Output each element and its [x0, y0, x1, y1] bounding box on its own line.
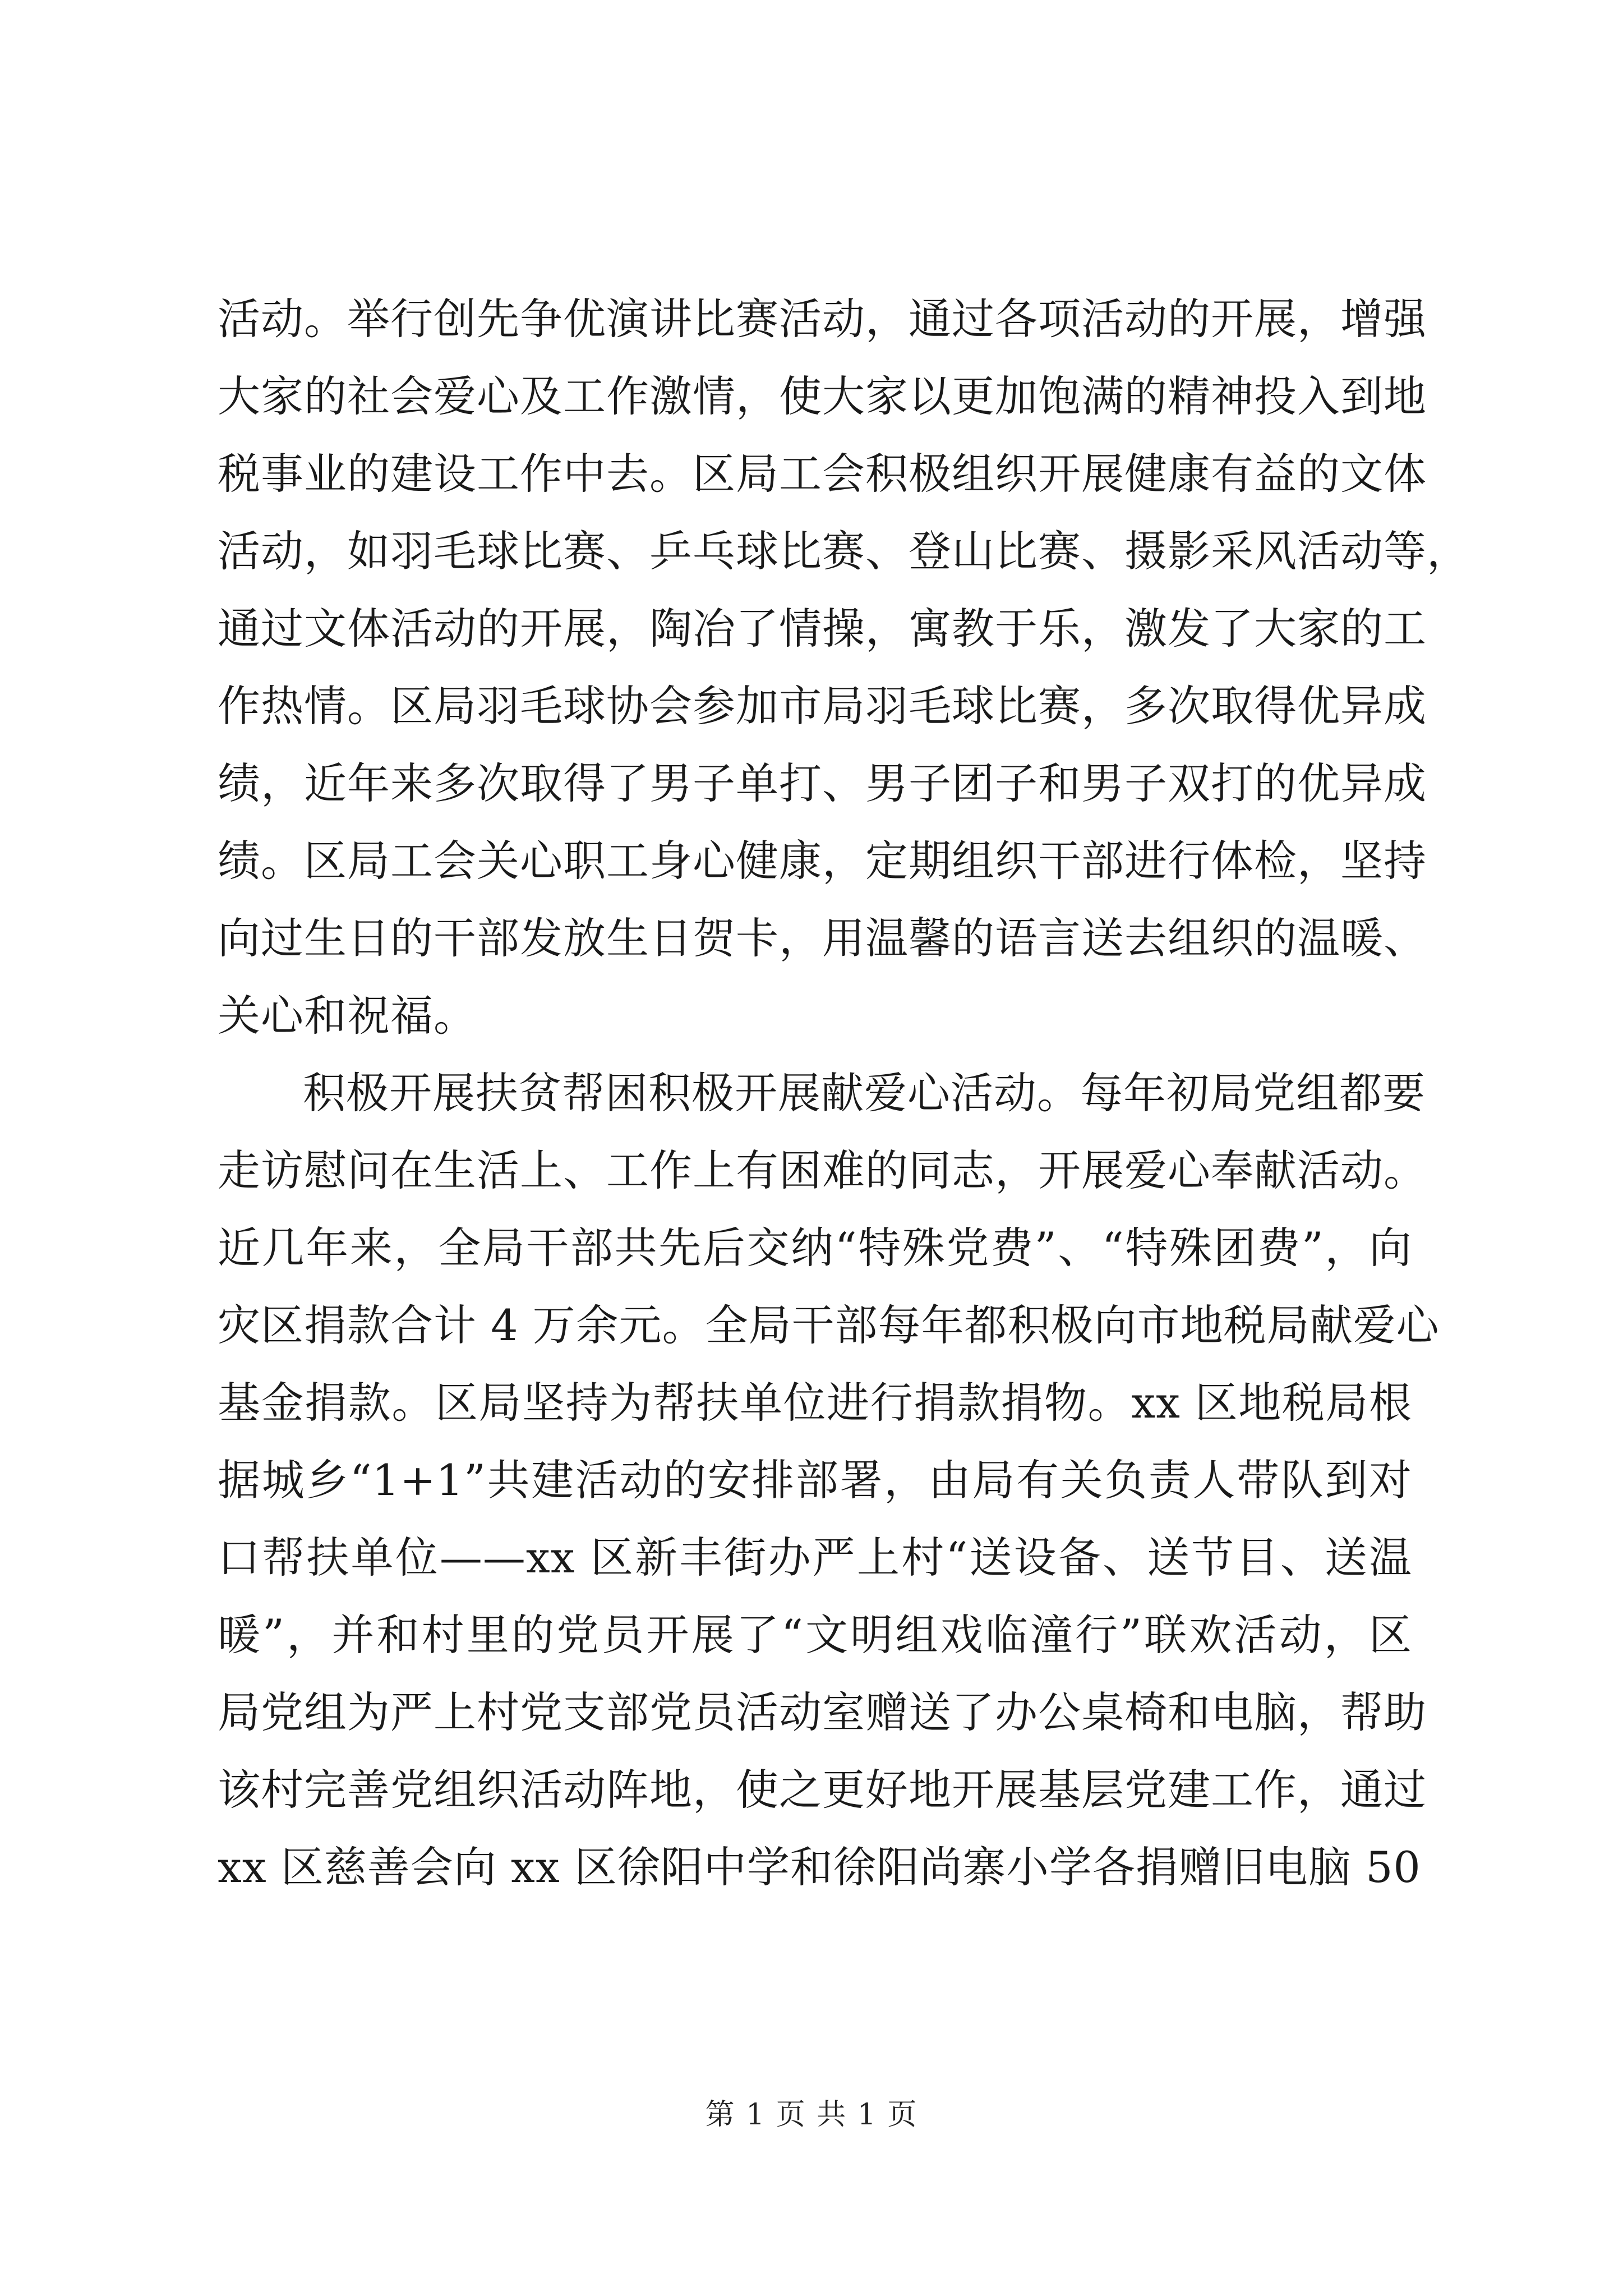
- text-line: 绩。区局工会关心职工身心健康，定期组织干部进行体检，坚持: [218, 836, 1427, 886]
- text-line: 近几年来，全局干部共先后交纳“特殊党费”、“特殊团费”，向: [218, 1223, 1412, 1273]
- text-line: 作热情。区局羽毛球协会参加市局羽毛球比赛，多次取得优异成: [218, 681, 1427, 731]
- text-line: 大家的社会爱心及工作激情，使大家以更加饱满的精神投入到地: [218, 371, 1427, 421]
- text-line: xx 区慈善会向 xx 区徐阳中学和徐阳尚寨小学各捐赠旧电脑 50: [218, 1842, 1421, 1892]
- paragraph-2: [218, 1055, 1440, 1906]
- document-body: [218, 280, 1470, 1906]
- text-line: 局党组为严上村党支部党员活动室赠送了办公桌椅和电脑，帮助: [218, 1687, 1427, 1737]
- paragraph-1: [218, 280, 1470, 1055]
- text-line: 向过生日的干部发放生日贺卡，用温馨的语言送去组织的温暖、: [218, 913, 1427, 963]
- text-line: 口帮扶单位——xx 区新丰街办严上村“送设备、送节目、送温: [218, 1533, 1412, 1582]
- text-line: 活动。举行创先争优演讲比赛活动，通过各项活动的开展，增强: [218, 294, 1427, 344]
- text-line: 基金捐款。区局坚持为帮扶单位进行捐款捐物。xx 区地税局根: [218, 1378, 1412, 1428]
- text-line: 绩，近年来多次取得了男子单打、男子团子和男子双打的优异成: [218, 758, 1427, 808]
- text-line: 通过文体活动的开展，陶冶了情操，寓教于乐，激发了大家的工: [218, 604, 1427, 654]
- text-line: 关心和祝福。: [218, 991, 477, 1041]
- text-line: 走访慰问在生活上、工作上有困难的同志，开展爱心奉献活动。: [218, 1145, 1427, 1195]
- text-line: 据城乡“1+1”共建活动的安排部署，由局有关负责人带队到对: [218, 1455, 1412, 1505]
- text-line: 该村完善党组织活动阵地，使之更好地开展基层党建工作，通过: [218, 1765, 1427, 1815]
- text-line: 暖”，并和村里的党员开展了“文明组戏临潼行”联欢活动，区: [218, 1610, 1412, 1660]
- text-line: 灾区捐款合计 4 万余元。全局干部每年都积极向市地税局献爱心: [218, 1300, 1440, 1350]
- page-footer: 第 1 页 共 1 页: [705, 2098, 918, 2132]
- text-line: 税事业的建设工作中去。区局工会积极组织开展健康有益的文体: [218, 449, 1427, 499]
- text-line: 积极开展扶贫帮困积极开展献爱心活动。每年初局党组都要: [303, 1068, 1426, 1118]
- text-line: 活动，如羽毛球比赛、乒乓球比赛、登山比赛、摄影采风活动等，: [218, 526, 1470, 576]
